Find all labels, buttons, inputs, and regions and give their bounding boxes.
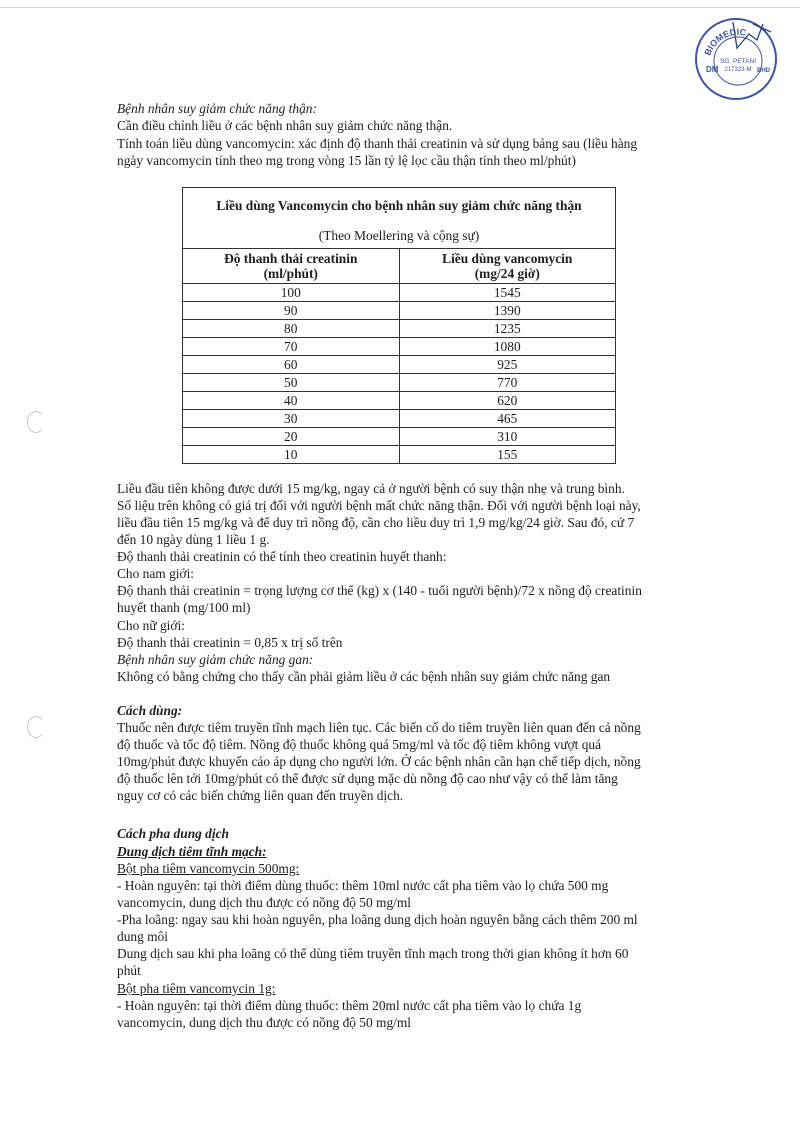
table-row (183, 392, 616, 410)
col-header-clearance-line2: (ml/phút) (263, 266, 318, 281)
table-body (183, 284, 616, 464)
seal-mid-text: SG. PETANI (720, 58, 756, 65)
dose-cell: 1080 (399, 338, 616, 356)
dose-cell: 620 (399, 392, 616, 410)
table-row (183, 320, 616, 338)
table-title: Liều dùng Vancomycin cho bệnh nhân suy giảm chức năng thận (183, 188, 616, 225)
table-row (183, 428, 616, 446)
prep-500mg-heading: Bột pha tiêm vancomycin 500mg: (117, 861, 300, 876)
hepatic-heading: Bệnh nhân suy giảm chức năng gan: (117, 652, 314, 667)
dose-cell: 925 (399, 356, 616, 374)
prep-line: - Hoàn nguyên: tại thời điểm dùng thuốc: thêm 10ml nước cất pha tiêm vào lọ chứa 500 mg (117, 878, 609, 893)
paragraph-line: Cho nam giới: (117, 566, 195, 581)
table-row (183, 338, 616, 356)
seal-number-text: 217323-M (724, 67, 752, 73)
dose-cell: 1545 (399, 284, 616, 302)
dose-cell: 1390 (399, 302, 616, 320)
clearance-cell: 70 (183, 338, 400, 356)
prep-line: phút (117, 963, 141, 978)
prep-line: -Pha loãng: ngay sau khi hoàn nguyên, pha loãng dung dịch hoàn nguyên bằng cách thêm 200 ml (117, 912, 638, 927)
seal-graphic (697, 20, 779, 102)
seal-ring-text: BIOMEDIC (702, 26, 747, 57)
paragraph-line: Độ thanh thải creatinin = trọng lượng cơ thể (kg) x (140 - tuổi người bệnh)/72 x nồng độ creatinin (117, 583, 642, 598)
renal-line: ngày vancomycin tính theo mg trong vòng 15 lần tỷ lệ lọc cầu thận tính theo ml/phút) (117, 153, 576, 168)
paragraph-line: Không có bằng chứng cho thấy cần phải giảm liều ở các bệnh nhân suy giảm chức năng gan (117, 669, 611, 684)
clearance-cell: 40 (183, 392, 400, 410)
paragraph-line: Độ thanh thải creatinin = 0,85 x trị số trên (117, 635, 343, 650)
table-row (183, 302, 616, 320)
usage-heading: Cách dùng: (117, 703, 183, 718)
paragraph-line: liều đầu tiên 15 mg/kg và để duy trì nồng độ, cần cho liều duy trì 1,9 mg/kg/24 giờ. Sau đó, cứ 7 (117, 515, 635, 530)
prep-line: dung môi (117, 929, 168, 944)
prep-line: vancomycin, dung dịch thu được có nồng độ 50 mg/ml (117, 1015, 412, 1030)
table-row (183, 410, 616, 428)
usage-line: độ thuốc và tốc độ tiêm. Nồng độ thuốc không quá 5mg/ml và tốc độ tiêm không vượt quá (117, 737, 602, 752)
prep-line: vancomycin, dung dịch thu được có nồng độ 50 mg/ml (117, 895, 412, 910)
paragraph-line: Liều đầu tiên không được dưới 15 mg/kg, ngay cả ở người bệnh có suy thận nhẹ và trung bình. (117, 481, 625, 496)
col-header-dose-line2: (mg/24 giờ) (474, 266, 540, 281)
col-header-dose (399, 249, 616, 284)
prep-subheading: Dung dịch tiêm tĩnh mạch: (117, 844, 267, 859)
renal-line: Tính toán liều dùng vancomycin: xác định độ thanh thải creatinin và sử dụng bảng sau (liều hàng (117, 136, 638, 151)
punch-hole-mark (27, 411, 45, 433)
renal-line: Cần điều chỉnh liều ở các bệnh nhân suy giảm chức năng thận. (117, 118, 453, 133)
clearance-cell: 100 (183, 284, 400, 302)
prep-1g-heading: Bột pha tiêm vancomycin 1g: (117, 981, 276, 996)
paragraph-line: Số liệu trên không có giá trị đối với người bệnh mất chức năng thận. Đối với người bệnh loại này, (117, 498, 641, 513)
dose-cell: 1235 (399, 320, 616, 338)
prep-line: - Hoàn nguyên: tại thời điểm dùng thuốc: thêm 20ml nước cất pha tiêm vào lọ chứa 1g (117, 998, 582, 1013)
table-subtitle: (Theo Moellering và cộng sự) (183, 224, 616, 249)
clearance-cell: 80 (183, 320, 400, 338)
clearance-cell: 30 (183, 410, 400, 428)
clearance-cell: 10 (183, 446, 400, 464)
table-row (183, 446, 616, 464)
table-row (183, 374, 616, 392)
dose-cell: 310 (399, 428, 616, 446)
clearance-cell: 90 (183, 302, 400, 320)
prep-heading: Cách pha dung dịch (117, 826, 229, 841)
clearance-cell: 20 (183, 428, 400, 446)
clearance-cell: 60 (183, 356, 400, 374)
company-seal (695, 18, 777, 100)
renal-heading: Bệnh nhân suy giảm chức năng thận: (117, 101, 317, 116)
usage-line: độ thuốc lên tới 10mg/phút có thể được sử dụng mặc dù nồng độ cao như vậy có thể làm tăng (117, 771, 618, 786)
punch-hole-mark (27, 716, 45, 738)
paragraph-line: huyết thanh (mg/100 ml) (117, 600, 251, 615)
dose-cell: 155 (399, 446, 616, 464)
clearance-cell: 50 (183, 374, 400, 392)
usage-line: Thuốc nên được tiêm truyền tĩnh mạch liên tục. Các biến cố do tiêm truyền liên quan đến cả nồng (117, 720, 641, 735)
scan-top-border (0, 7, 800, 8)
dose-cell: 465 (399, 410, 616, 428)
col-header-dose-line1: Liều dùng vancomycin (442, 251, 573, 266)
prep-line: Dung dịch sau khi pha loãng có thể dùng tiêm truyền tĩnh mạch trong thời gian không ít hơn 60 (117, 946, 629, 961)
table-row (183, 284, 616, 302)
col-header-clearance (183, 249, 400, 284)
usage-line: nguy cơ có các biến chứng liên quan đến truyền dịch. (117, 788, 404, 803)
paragraph-line: đến 10 ngày dùng 1 liều 1 g. (117, 532, 270, 547)
paragraph-line: Độ thanh thải creatinin có thể tính theo creatinin huyết thanh: (117, 549, 447, 564)
paragraph-line: Cho nữ giới: (117, 618, 185, 633)
seal-right-text: BHD (757, 68, 770, 74)
dosage-table (182, 187, 616, 464)
table-row (183, 356, 616, 374)
dose-cell: 770 (399, 374, 616, 392)
usage-line: 10mg/phút được khuyến cáo áp dụng cho người lớn. Ở các bệnh nhân cần hạn chế tiếp dịch, nồng (117, 754, 641, 769)
col-header-clearance-line1: Độ thanh thải creatinin (224, 251, 358, 266)
seal-left-text: DM (706, 65, 719, 74)
